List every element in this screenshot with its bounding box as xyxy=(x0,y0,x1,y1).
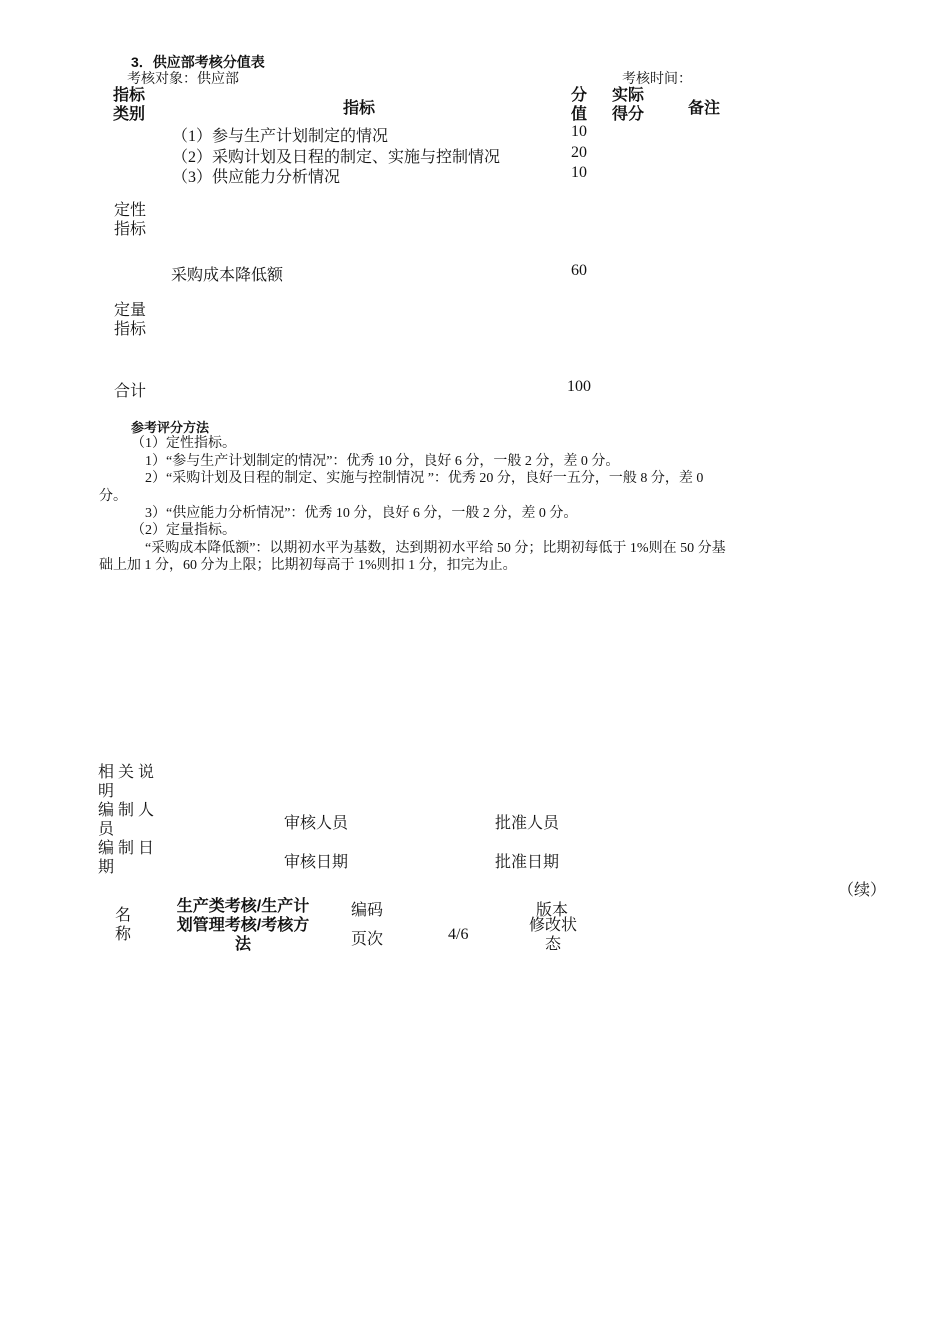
header-category-line1: 指标 xyxy=(113,87,146,104)
row-score: 10 xyxy=(571,123,587,140)
name-label-line2: 称 xyxy=(115,926,132,943)
name-label xyxy=(115,906,131,944)
compiler-line1: 编 制 人 xyxy=(98,802,155,819)
compile-date-line1: 编 制 日 xyxy=(98,840,155,857)
header-actual xyxy=(612,86,644,124)
header-score-line1: 分 xyxy=(571,87,588,104)
header-score-line2: 值 xyxy=(571,106,588,123)
header-actual-line1: 实际 xyxy=(612,87,645,104)
code-label: 编码 xyxy=(351,902,384,919)
compiler-line2: 员 xyxy=(98,821,115,838)
compile-date-line2: 期 xyxy=(98,859,115,876)
method-line: 2）“采购计划及日程的制定、实施与控制情况 ”：优秀 20 分，良好一五分，一般 8 分，差 0 xyxy=(145,471,704,486)
header-actual-line2: 得分 xyxy=(612,106,645,123)
method-line: “采购成本降低额”：以期初水平为基数，达到期初水平给 50 分；比期初每低于 1%则在 50 分基 xyxy=(145,541,726,556)
quantitative-label xyxy=(114,301,146,339)
name-value-line3: 法 xyxy=(234,936,251,953)
review-date-label: 审核日期 xyxy=(284,854,349,871)
quantitative-line2: 指标 xyxy=(114,321,147,338)
total-score: 100 xyxy=(567,378,591,395)
continued-label: （续） xyxy=(838,882,887,899)
method-line: （1）定性指标。 xyxy=(131,436,236,451)
qualitative-label xyxy=(114,201,146,239)
approve-date-label: 批准日期 xyxy=(495,854,560,871)
compile-date-label xyxy=(98,839,154,877)
method-line: 础上加 1 分，60 分为上限；比期初每高于 1%则扣 1 分，扣完为止。 xyxy=(99,558,517,573)
table-title: 3．供应部考核分值表 xyxy=(131,54,265,70)
name-value xyxy=(168,897,318,954)
revision-status-label xyxy=(524,916,582,954)
reviewer-label: 审核人员 xyxy=(284,815,349,832)
quant-item: 采购成本降低额 xyxy=(171,267,284,284)
method-line: （2）定量指标。 xyxy=(131,523,236,538)
header-remark: 备注 xyxy=(688,100,721,117)
related-line2: 明 xyxy=(98,783,115,800)
table-row: （1）参与生产计划制定的情况 xyxy=(172,128,389,145)
revision-line2: 态 xyxy=(544,936,561,953)
table-row: （3）供应能力分析情况 xyxy=(172,169,341,186)
page-value: 4/6 xyxy=(448,926,469,943)
table-row: （2）采购计划及日程的制定、实施与控制情况 xyxy=(172,149,501,166)
name-label-line1: 名 xyxy=(115,907,132,924)
compiler-label xyxy=(98,801,154,839)
quantitative-line1: 定量 xyxy=(114,302,147,319)
header-category-line2: 类别 xyxy=(113,106,146,123)
method-line: 分。 xyxy=(99,489,127,504)
revision-line1: 修改状 xyxy=(528,917,577,934)
assess-time: 考核时间： xyxy=(622,72,692,87)
method-line: 3）“供应能力分析情况”：优秀 10 分，良好 6 分，一般 2 分，差 0 分。 xyxy=(145,506,578,521)
row-score: 20 xyxy=(571,144,587,161)
related-line1: 相 关 说 xyxy=(98,764,155,781)
header-indicator: 指标 xyxy=(343,100,376,117)
header-category xyxy=(113,86,145,124)
name-value-line2: 划管理考核/考核方 xyxy=(176,917,310,934)
qualitative-line2: 指标 xyxy=(114,221,147,238)
page-label: 页次 xyxy=(351,931,384,948)
quant-score: 60 xyxy=(571,262,587,279)
approver-label: 批准人员 xyxy=(495,815,560,832)
version-label: 版本 xyxy=(536,902,569,919)
name-value-line1: 生产类考核/生产计 xyxy=(176,898,310,915)
row-score: 10 xyxy=(571,164,587,181)
total-label: 合计 xyxy=(114,383,147,400)
assess-object: 考核对象：供应部 xyxy=(127,72,239,87)
method-line: 1）“参与生产计划制定的情况”：优秀 10 分，良好 6 分，一般 2 分，差 0 分。 xyxy=(145,454,620,469)
related-notes-label xyxy=(98,763,154,801)
method-title: 参考评分方法 xyxy=(131,420,210,435)
qualitative-line1: 定性 xyxy=(114,202,147,219)
header-score xyxy=(571,86,587,124)
